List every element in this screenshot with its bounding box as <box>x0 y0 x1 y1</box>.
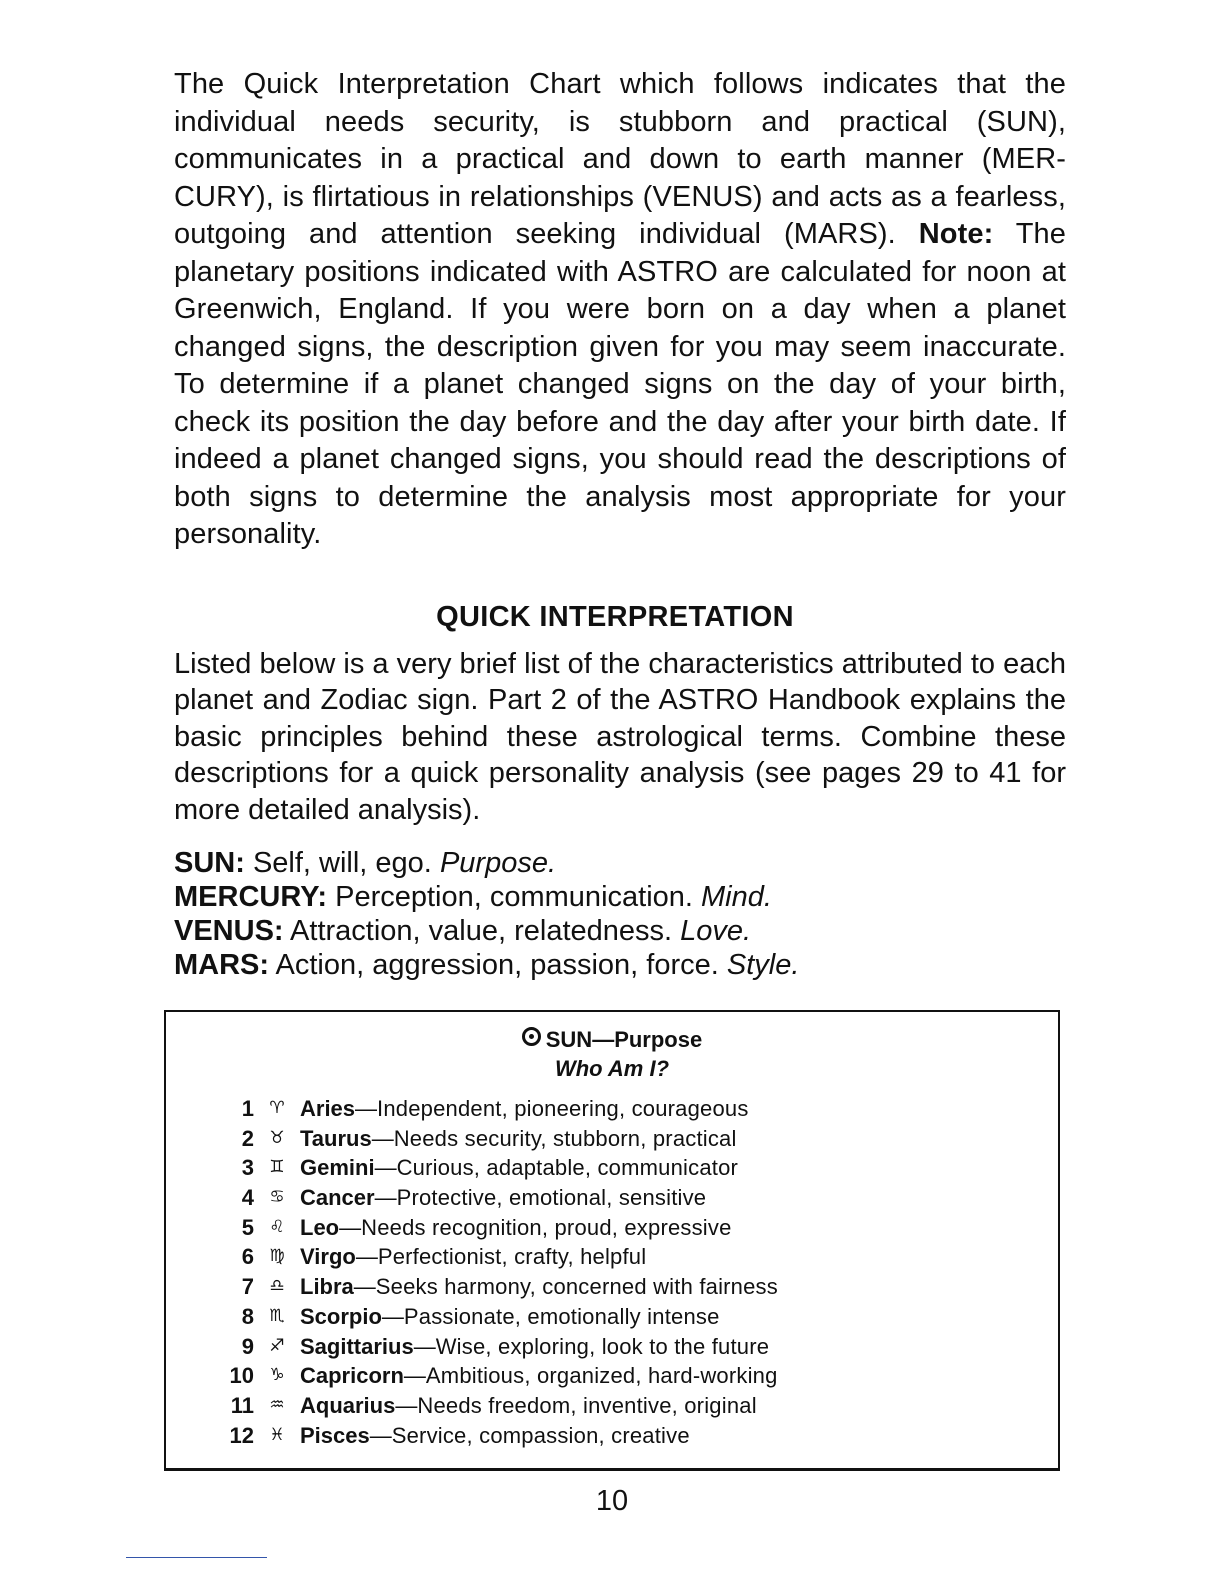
sign-description: Curious, adaptable, communicator <box>396 1155 739 1181</box>
sign-number: 9 <box>241 1333 254 1359</box>
sign-row-aquarius <box>166 1391 1058 1421</box>
section-heading: QUICK INTERPRETATION <box>436 600 794 633</box>
sign-number: 11 <box>230 1392 254 1418</box>
sign-row-scorpio <box>166 1302 1058 1332</box>
sign-row-gemini <box>166 1153 1058 1183</box>
dash: — <box>374 1155 397 1181</box>
page-content <box>174 66 1066 982</box>
sign-row-aries <box>166 1094 1058 1124</box>
sign-text <box>300 1391 757 1421</box>
cancer-symbol-icon: ♋ <box>269 1187 285 1208</box>
intro-paragraph <box>174 66 1066 554</box>
note-label: Note: <box>918 218 994 250</box>
sign-row-virgo <box>166 1242 1058 1272</box>
note-text: The planetary positions indicated with ASTRO are calculated for noon at Greenwich, England. If you were born on a day when a planet changed signs, the description given for you may seem inaccurate. To determine if a planet changed signs on the day of your birth, check its position the day before and the day after your birth date. If indeed a planet changed signs, you should read the descriptions of both signs to determine the analysis most appropriate for your personality. <box>174 218 1066 550</box>
sign-row-sagittarius <box>166 1332 1058 1362</box>
planet-keyword-venus: VENUS: Attraction, value, relatedness. Love. <box>174 915 752 947</box>
dash: — <box>355 1244 378 1270</box>
sign-text <box>300 1302 720 1332</box>
pisces-symbol-icon: ♓ <box>269 1424 285 1445</box>
sign-description: Needs freedom, inventive, original <box>417 1392 757 1418</box>
sign-text <box>300 1153 738 1183</box>
planet-keyword-mars: MARS: Action, aggression, passion, force. Style. <box>174 949 800 981</box>
dash: — <box>403 1363 426 1389</box>
box-subtitle: Who Am I? <box>554 1056 670 1081</box>
sign-name: Leo <box>300 1214 340 1240</box>
sign-description: Wise, exploring, look to the future <box>435 1333 770 1359</box>
sign-list <box>166 1094 1058 1450</box>
leo-symbol-icon: ♌ <box>269 1216 285 1237</box>
dash: — <box>371 1125 394 1151</box>
sign-text <box>300 1242 646 1272</box>
sign-text <box>300 1421 690 1451</box>
planet-keyword-mercury: MERCURY: Perception, communication. Mind. <box>174 881 772 913</box>
sign-name: Cancer <box>300 1185 375 1211</box>
footer-rule <box>126 1557 267 1558</box>
capricorn-symbol-icon: ♑ <box>269 1365 285 1386</box>
sign-name: Aquarius <box>300 1392 396 1418</box>
dash: — <box>413 1333 436 1359</box>
sign-text <box>300 1213 732 1243</box>
gemini-symbol-icon: ♊ <box>269 1157 285 1178</box>
sign-number: 8 <box>241 1303 254 1329</box>
planet-keyword-sun: SUN: Self, will, ego. Purpose. <box>174 847 557 879</box>
taurus-symbol-icon: ♉ <box>269 1127 285 1148</box>
box-title: SUN—Purpose <box>166 1026 1058 1054</box>
libra-symbol-icon: ♎ <box>269 1276 285 1297</box>
sign-name: Virgo <box>300 1244 356 1270</box>
sagittarius-symbol-icon: ♐ <box>269 1335 285 1356</box>
dash: — <box>353 1274 376 1300</box>
sign-number: 4 <box>241 1185 254 1211</box>
sign-number: 12 <box>229 1422 254 1448</box>
sign-number: 2 <box>241 1125 254 1151</box>
sign-description: Service, compassion, creative <box>391 1422 690 1448</box>
sign-name: Sagittarius <box>300 1333 414 1359</box>
dash: — <box>369 1422 392 1448</box>
sign-description: Passionate, emotionally intense <box>403 1303 720 1329</box>
sign-name: Taurus <box>300 1125 372 1151</box>
sign-text <box>300 1183 706 1213</box>
sign-number: 1 <box>241 1096 254 1121</box>
sign-text <box>300 1332 769 1362</box>
sign-number: 3 <box>241 1155 254 1181</box>
sign-name: Gemini <box>300 1155 375 1181</box>
sign-name: Capricorn <box>300 1363 404 1389</box>
sign-description: Needs recognition, proud, expressive <box>361 1214 732 1240</box>
sign-row-capricorn <box>166 1361 1058 1391</box>
sign-name: Pisces <box>300 1422 370 1448</box>
sign-description: Ambitious, organized, hard-working <box>425 1363 778 1389</box>
sun-signs-box <box>164 1010 1060 1471</box>
sign-number: 10 <box>229 1363 254 1389</box>
section-paragraph: Listed below is a very brief list of the characteristics attributed to each planet and Zodiac sign. Part 2 of the ASTRO Handbook explains the basic principles behind these astrological terms. Combine these descriptions for a quick personality analysis (see pages 29 to 41 for more detailed analysis). <box>174 647 1066 826</box>
scorpio-symbol-icon: ♏ <box>269 1305 285 1326</box>
sign-row-pisces <box>166 1421 1058 1451</box>
sign-row-libra <box>166 1272 1058 1302</box>
sign-description: Protective, emotional, sensitive <box>396 1185 707 1211</box>
sign-text <box>300 1272 778 1302</box>
sign-description: Perfectionist, crafty, helpful <box>377 1244 647 1270</box>
sign-number: 6 <box>241 1244 254 1270</box>
sign-text <box>300 1094 749 1124</box>
sign-text <box>300 1361 778 1391</box>
dash: — <box>355 1096 378 1121</box>
sign-description: Needs security, stubborn, practical <box>393 1125 737 1151</box>
dash: — <box>374 1185 397 1211</box>
sign-description: Seeks harmony, concerned with fairness <box>375 1274 778 1300</box>
planet-keywords <box>174 846 1066 982</box>
sign-row-cancer <box>166 1183 1058 1213</box>
aquarius-symbol-icon: ♒ <box>269 1394 285 1415</box>
page-number: 10 <box>595 1485 629 1517</box>
sign-row-taurus <box>166 1124 1058 1154</box>
sign-description: Independent, pioneering, courageous <box>377 1096 749 1121</box>
sign-name: Aries <box>300 1096 356 1121</box>
sign-number: 5 <box>241 1214 254 1240</box>
sign-row-leo <box>166 1213 1058 1243</box>
dash: — <box>381 1303 404 1329</box>
sign-name: Scorpio <box>300 1303 382 1329</box>
sign-text <box>300 1124 737 1154</box>
sign-number: 7 <box>241 1274 254 1300</box>
intro-text: The Quick Interpretation Chart which follows indicates that the individual needs security, is stubborn and practical (SUN), communicates in a practical and down to earth manner (MER-CURY), is flirtatious in relationships (VENUS) and acts as a fearless, outgoing and attention seeking individual (MARS). <box>174 68 1066 250</box>
sun-symbol-icon <box>522 1027 541 1046</box>
dash: — <box>339 1214 362 1240</box>
sign-name: Libra <box>300 1274 354 1300</box>
virgo-symbol-icon: ♍ <box>269 1246 285 1267</box>
dash: — <box>395 1392 418 1418</box>
aries-symbol-icon: ♈ <box>269 1098 285 1118</box>
